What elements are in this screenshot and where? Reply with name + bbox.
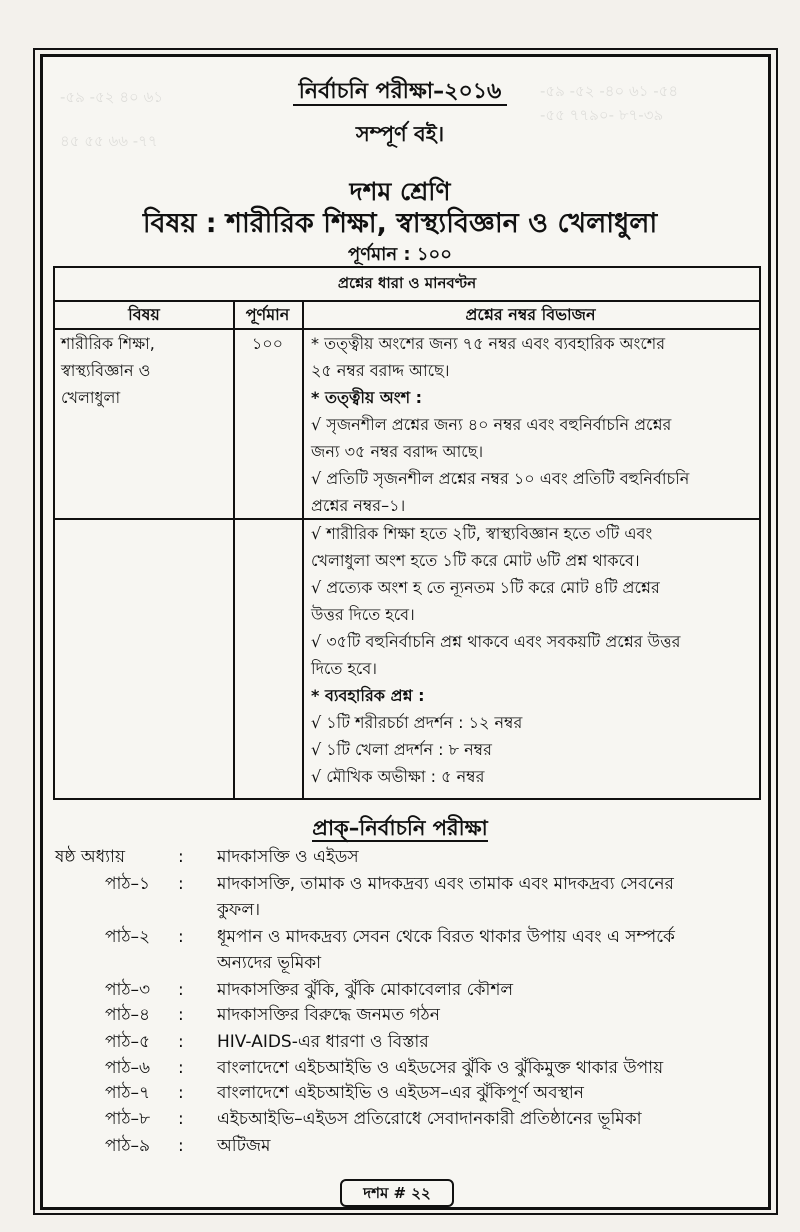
header-question-distribution: প্রশ্নের নম্বর বিভাজন bbox=[465, 305, 596, 324]
dist-line: √ ৩৫টি বহুনির্বাচনি প্রশ্ন থাকবে এবং সবকয়টি প্রশ্নের উত্তর bbox=[311, 632, 681, 651]
lesson-label: পাঠ–২ bbox=[105, 927, 151, 947]
lesson-label: পাঠ–৭ bbox=[105, 1083, 151, 1103]
lesson-label: পাঠ–৮ bbox=[105, 1109, 151, 1129]
dist-line: √ শারীরিক শিক্ষা হতে ২টি, স্বাস্থ্যবিজ্ঞান হতে ৩টি এবং bbox=[311, 524, 653, 543]
lesson-colon: : bbox=[178, 980, 184, 1000]
full-marks: পূর্ণমান : ১০০ bbox=[348, 244, 452, 265]
subject-line: খেলাধুলা bbox=[61, 388, 121, 407]
subject-title: বিষয় : শারীরিক শিক্ষা, স্বাস্থ্যবিজ্ঞান ও খেলাধুলা bbox=[142, 208, 658, 239]
lesson-text: মাদকাসক্তি, তামাক ও মাদকদ্রব্য এবং তামাক এবং মাদকদ্রব্য সেবনের bbox=[217, 874, 674, 894]
lesson-label: পাঠ–৯ bbox=[105, 1136, 151, 1156]
lesson-text: HIV-AIDS-এর ধারণা ও বিস্তার bbox=[217, 1032, 429, 1052]
lesson-colon: : bbox=[178, 1136, 184, 1156]
class-title: দশম শ্রেণি bbox=[349, 177, 451, 206]
distribution-cell-2 bbox=[311, 520, 755, 790]
lesson-text: মাদকাসক্তির বিরুদ্ধে জনমত গঠন bbox=[217, 1005, 440, 1025]
lesson-colon: : bbox=[178, 1109, 184, 1129]
subject-line: শারীরিক শিক্ষা, bbox=[61, 334, 155, 353]
pre-exam-title: প্রাক্–নির্বাচনি পরীক্ষা bbox=[312, 816, 488, 840]
lesson-colon: : bbox=[178, 1005, 184, 1025]
lesson-colon: : bbox=[178, 1032, 184, 1052]
bleed-through-text: -৫৯ -৫২ -৪০ ৬১ -৫৪ bbox=[540, 82, 679, 100]
dist-line: প্রশ্নের নম্বর–১। bbox=[311, 496, 406, 515]
lesson-colon: : bbox=[178, 874, 184, 894]
lesson-colon: : bbox=[178, 927, 184, 947]
dist-line: উত্তর দিতে হবে। bbox=[311, 605, 415, 624]
dist-line: √ মৌখিক অভীক্ষা : ৫ নম্বর bbox=[311, 767, 485, 786]
header-full-marks: পূর্ণমান bbox=[245, 305, 290, 324]
dist-line: √ ১টি খেলা প্রদর্শন : ৮ নম্বর bbox=[311, 740, 492, 759]
lesson-label: পাঠ–৪ bbox=[105, 1005, 151, 1025]
dist-line: দিতে হবে। bbox=[311, 659, 377, 678]
dist-line: √ প্রতিটি সৃজনশীল প্রশ্নের নম্বর ১০ এবং প্রতিটি বহুনির্বাচনি bbox=[311, 469, 690, 488]
bleed-through-text: -৫৯ -৫২ ৪০ ৬১ bbox=[60, 88, 164, 106]
lesson-text: অটিজম bbox=[217, 1136, 271, 1156]
page-number: দশম # ২২ bbox=[340, 1179, 454, 1207]
table-caption: প্রশ্নের ধারা ও মানবণ্টন bbox=[337, 274, 477, 292]
dist-line: ২৫ নম্বর বরাদ্দ আছে। bbox=[311, 361, 450, 380]
dist-line: * ব্যবহারিক প্রশ্ন : bbox=[311, 686, 425, 705]
lesson-text: বাংলাদেশে এইচআইভি ও এইডসের ঝুঁকি ও ঝুঁকিমুক্ত থাকার উপায় bbox=[217, 1058, 664, 1078]
marks-cell: ১০০ bbox=[251, 334, 284, 353]
chapter-name: মাদকাসক্তি ও এইডস bbox=[217, 847, 359, 867]
lesson-colon: : bbox=[178, 1083, 184, 1103]
header-subject: বিষয় bbox=[128, 305, 160, 324]
lesson-label: পাঠ–৫ bbox=[105, 1032, 151, 1052]
subject-cell bbox=[61, 330, 229, 411]
lesson-text: মাদকাসক্তির ঝুঁকি, ঝুঁকি মোকাবেলার কৌশল bbox=[217, 980, 514, 1000]
dist-line: জন্য ৩৫ নম্বর বরাদ্দ আছে। bbox=[311, 442, 484, 461]
lesson-text: অন্যদের ভূমিকা bbox=[217, 953, 322, 973]
marks-distribution-table bbox=[53, 266, 761, 800]
syllabus-note: সম্পূর্ণ বই। bbox=[355, 122, 445, 146]
dist-line: √ সৃজনশীল প্রশ্নের জন্য ৪০ নম্বর এবং বহুনির্বাচনি প্রশ্নের bbox=[311, 415, 672, 434]
dist-line: √ ১টি শরীরচর্চা প্রদর্শন : ১২ নম্বর bbox=[311, 713, 523, 732]
lesson-colon: : bbox=[178, 1058, 184, 1078]
lesson-text: কুফল। bbox=[217, 900, 261, 920]
lesson-label: পাঠ–৬ bbox=[105, 1058, 151, 1078]
chapter-colon: : bbox=[178, 847, 184, 867]
dist-line: √ প্রত্যেক অংশ হ তে ন্যূনতম ১টি করে মোট ৪টি প্রশ্নের bbox=[311, 578, 660, 597]
lesson-text: বাংলাদেশে এইচআইভি ও এইডস–এর ঝুঁকিপূর্ণ অবস্থান bbox=[217, 1083, 584, 1103]
lesson-label: পাঠ–১ bbox=[105, 874, 151, 894]
chapter-label: ষষ্ঠ অধ্যায় bbox=[55, 847, 125, 867]
lesson-text: এইচআইভি–এইডস প্রতিরোধে সেবাদানকারী প্রতিষ্ঠানের ভূমিকা bbox=[217, 1109, 642, 1129]
lesson-label: পাঠ–৩ bbox=[105, 980, 151, 1000]
dist-line: * তত্ত্বীয় অংশ : bbox=[311, 388, 423, 407]
dist-line: খেলাধুলা অংশ হতে ১টি করে মোট ৬টি প্রশ্ন থাকবে। bbox=[311, 551, 640, 570]
dist-line: * তত্ত্বীয় অংশের জন্য ৭৫ নম্বর এবং ব্যবহারিক অংশের bbox=[311, 334, 666, 353]
exam-title: নির্বাচনি পরীক্ষা–২০১৬ bbox=[0, 74, 800, 111]
subject-line: স্বাস্থ্যবিজ্ঞান ও bbox=[61, 361, 151, 380]
bleed-through-text: -৫৫ ৭৭৯০- ৮৭-৩৯ bbox=[540, 106, 664, 124]
bleed-through-text: ৪৫ ৫৫ ৬৬ -৭৭ bbox=[60, 132, 158, 150]
lesson-text: ধূমপান ও মাদকদ্রব্য সেবন থেকে বিরত থাকার উপায় এবং এ সম্পর্কে bbox=[217, 927, 675, 947]
distribution-cell-1 bbox=[311, 330, 755, 519]
